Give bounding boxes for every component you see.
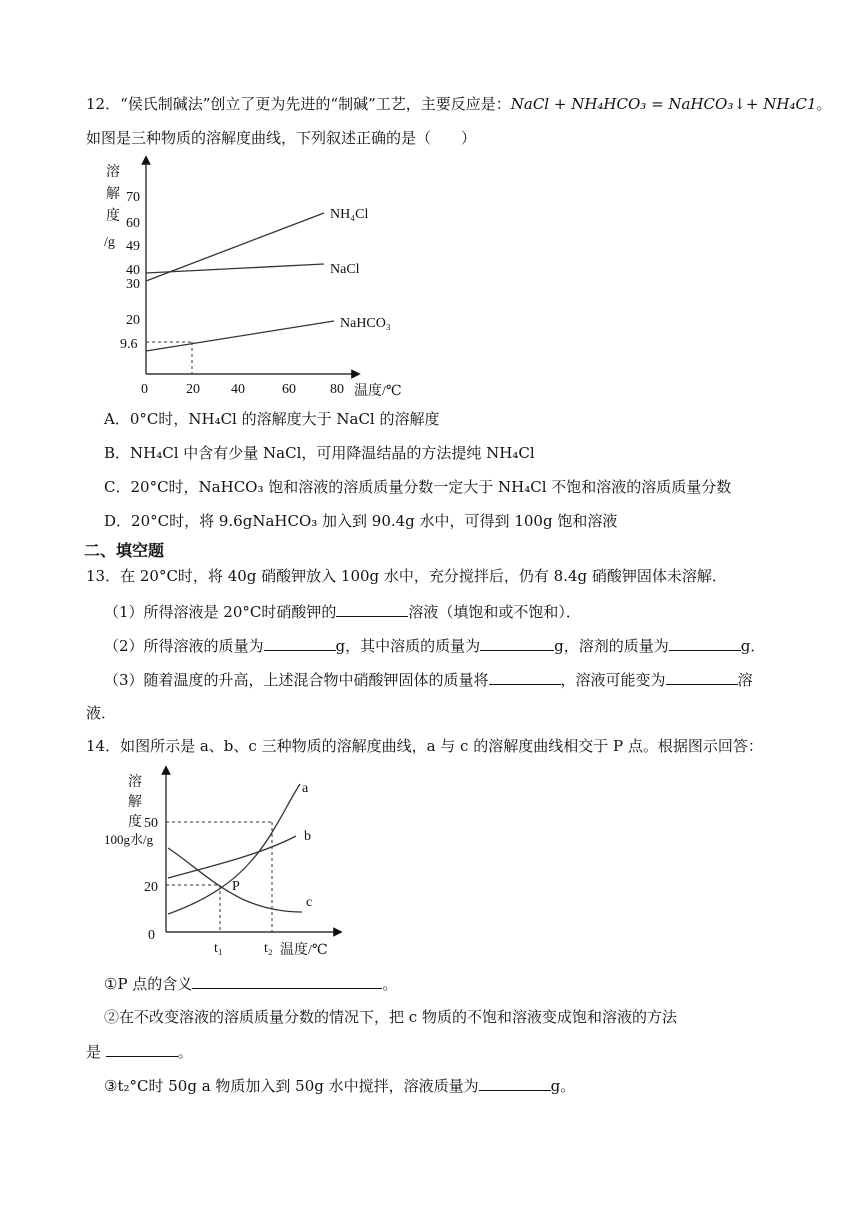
q13-stem: 13．在 20°C时，将 40g 硝酸钾放入 100g 水中，充分搅拌后，仍有 8.4g 硝酸钾固体未溶解． bbox=[86, 567, 727, 585]
q12-ylabel-3: 度 bbox=[106, 209, 120, 224]
q13-p1-text-b: 溶液（填饱和或不饱和）． bbox=[408, 603, 581, 621]
q13-part3 bbox=[104, 669, 753, 690]
q12-option-d: D．20°C时，将 9.6gNaHCO₃ 加入到 90.4g 水中，可得到 100g 饱和溶液 bbox=[104, 512, 618, 530]
q14-sub2-cont bbox=[86, 1041, 193, 1062]
q12-xlabel: 温度/℃ bbox=[354, 383, 402, 396]
q12-xtick-20: 20 bbox=[186, 381, 200, 396]
q14-ytick-0: 0 bbox=[148, 928, 155, 943]
q12-xtick-60: 60 bbox=[282, 381, 296, 396]
q13-blank-3[interactable] bbox=[480, 635, 554, 651]
q12-xtick-0: 0 bbox=[141, 381, 148, 396]
q13-blank-6[interactable] bbox=[666, 669, 738, 685]
q14-xtick-t1: t₁ bbox=[214, 941, 223, 956]
q14-s1-text-b: 。 bbox=[382, 975, 398, 993]
q12-option-b: B．NH₄Cl 中含有少量 NaCl，可用降温结晶的方法提纯 NH₄Cl bbox=[104, 444, 535, 462]
q12-curve-nh4cl bbox=[146, 213, 324, 281]
q14-point-p: P bbox=[232, 879, 240, 894]
q14-ylabel-1: 溶 bbox=[128, 775, 142, 790]
q13-blank-4[interactable] bbox=[669, 635, 741, 651]
q14-sub1 bbox=[104, 973, 397, 994]
q14-ylabel-4: 100g水/g bbox=[104, 832, 154, 847]
q12-ytick-30: 30 bbox=[126, 277, 140, 292]
q12-option-c: C．20°C时，NaHCO₃ 饱和溶液的溶质质量分数一定大于 NH₄Cl 不饱和溶液的溶质质量分数 bbox=[104, 478, 732, 496]
q14-ytick-50: 50 bbox=[144, 816, 158, 831]
q12-ytick-49: 49 bbox=[126, 239, 140, 254]
q12-label-nacl: NaCl bbox=[330, 262, 360, 277]
q14-ylabel-3: 度 bbox=[128, 815, 142, 830]
q14-blank-2[interactable] bbox=[106, 1041, 178, 1057]
q12-xtick-40: 40 bbox=[231, 381, 245, 396]
q13-p3-text-c: 溶 bbox=[737, 671, 753, 689]
q12-line2: 如图是三种物质的溶解度曲线，下列叙述正确的是（ ） bbox=[86, 129, 477, 147]
q12-period: 。 bbox=[816, 95, 832, 113]
q12-curve-nacl bbox=[146, 264, 324, 273]
q13-p3-text-a: （3）随着温度的升高，上述混合物中硝酸钾固体的质量将 bbox=[104, 671, 489, 689]
q14-s2-text-b: 是 bbox=[86, 1043, 102, 1061]
q12-option-a: A．0°C时，NH₄Cl 的溶解度大于 NaCl 的溶解度 bbox=[104, 410, 440, 428]
q14-blank-1[interactable] bbox=[192, 973, 382, 989]
q12-ytick-20: 20 bbox=[126, 313, 140, 328]
q13-p3-text-b: ，溶液可能变为 bbox=[560, 671, 666, 689]
q14-label-c: c bbox=[306, 895, 313, 910]
q13-p2-text-d: g． bbox=[740, 637, 766, 655]
q14-ytick-20: 20 bbox=[144, 880, 158, 895]
q14-ylabel-2: 解 bbox=[128, 795, 142, 810]
q13-blank-5[interactable] bbox=[489, 669, 561, 685]
q13-p2-text-b: g，其中溶质的质量为 bbox=[335, 637, 481, 655]
section-title-fill-in: 二、填空题 bbox=[84, 541, 165, 560]
q13-p2-text-a: （2）所得溶液的质量为 bbox=[104, 637, 264, 655]
q12-line1 bbox=[86, 94, 832, 114]
q14-sub2: ②在不改变溶液的溶质质量分数的情况下，把 c 物质的不饱和溶液变成饱和溶液的方法 bbox=[104, 1008, 677, 1026]
q12-ytick-70: 70 bbox=[126, 190, 140, 205]
q13-part3-cont: 液． bbox=[86, 704, 117, 722]
q12-label-nahco3: NaHCO₃ bbox=[340, 316, 391, 331]
q13-blank-2[interactable] bbox=[264, 635, 336, 651]
q13-p1-text-a: （1）所得溶液是 20°C时硝酸钾的 bbox=[104, 603, 337, 621]
q13-part2 bbox=[104, 635, 765, 656]
q14-s1-text-a: ①P 点的含义 bbox=[104, 975, 193, 993]
q12-ylabel-1: 溶 bbox=[106, 165, 120, 180]
q14-stem: 14．如图所示是 a、b、c 三种物质的溶解度曲线，a 与 c 的溶解度曲线相交于 P 点。根据图示回答： bbox=[86, 737, 763, 755]
q12-equation: NaCl + NH₄HCO₃ = NaHCO₃↓+ NH₄C1 bbox=[510, 95, 817, 113]
q14-blank-3[interactable] bbox=[479, 1075, 551, 1091]
q12-ylabel-2: 解 bbox=[106, 187, 120, 202]
q12-xtick-80: 80 bbox=[330, 381, 344, 396]
q12-curve-nahco3 bbox=[146, 321, 334, 351]
q14-xtick-t2: t₂ bbox=[264, 941, 273, 956]
q12-solubility-chart bbox=[96, 156, 416, 396]
q12-ytick-60: 60 bbox=[126, 216, 140, 231]
q13-p2-text-c: g，溶剂的质量为 bbox=[554, 637, 669, 655]
q14-curve-b bbox=[168, 836, 296, 878]
q13-part1 bbox=[104, 601, 581, 622]
q12-stem: 12．“侯氏制碱法”创立了更为先进的“制碱”工艺，主要反应是： bbox=[86, 95, 511, 113]
q14-s3-text-a: ③t₂°C时 50g a 物质加入到 50g 水中搅拌，溶液质量为 bbox=[104, 1077, 479, 1095]
q14-s3-text-b: g。 bbox=[550, 1077, 576, 1095]
q14-xlabel: 温度/℃ bbox=[280, 943, 328, 958]
q14-solubility-chart bbox=[102, 764, 342, 964]
q14-s2-text-c: 。 bbox=[177, 1043, 193, 1061]
q12-label-nh4cl: NH₄Cl bbox=[330, 207, 369, 222]
q13-blank-1[interactable] bbox=[336, 601, 408, 617]
q12-ytick-9.6: 9.6 bbox=[120, 337, 138, 352]
q12-ylabel-4: /g bbox=[104, 235, 115, 250]
q14-sub3 bbox=[104, 1075, 575, 1096]
q14-label-b: b bbox=[304, 829, 311, 844]
q14-label-a: a bbox=[302, 781, 309, 796]
q12-ytick-40: 40 bbox=[126, 263, 140, 278]
